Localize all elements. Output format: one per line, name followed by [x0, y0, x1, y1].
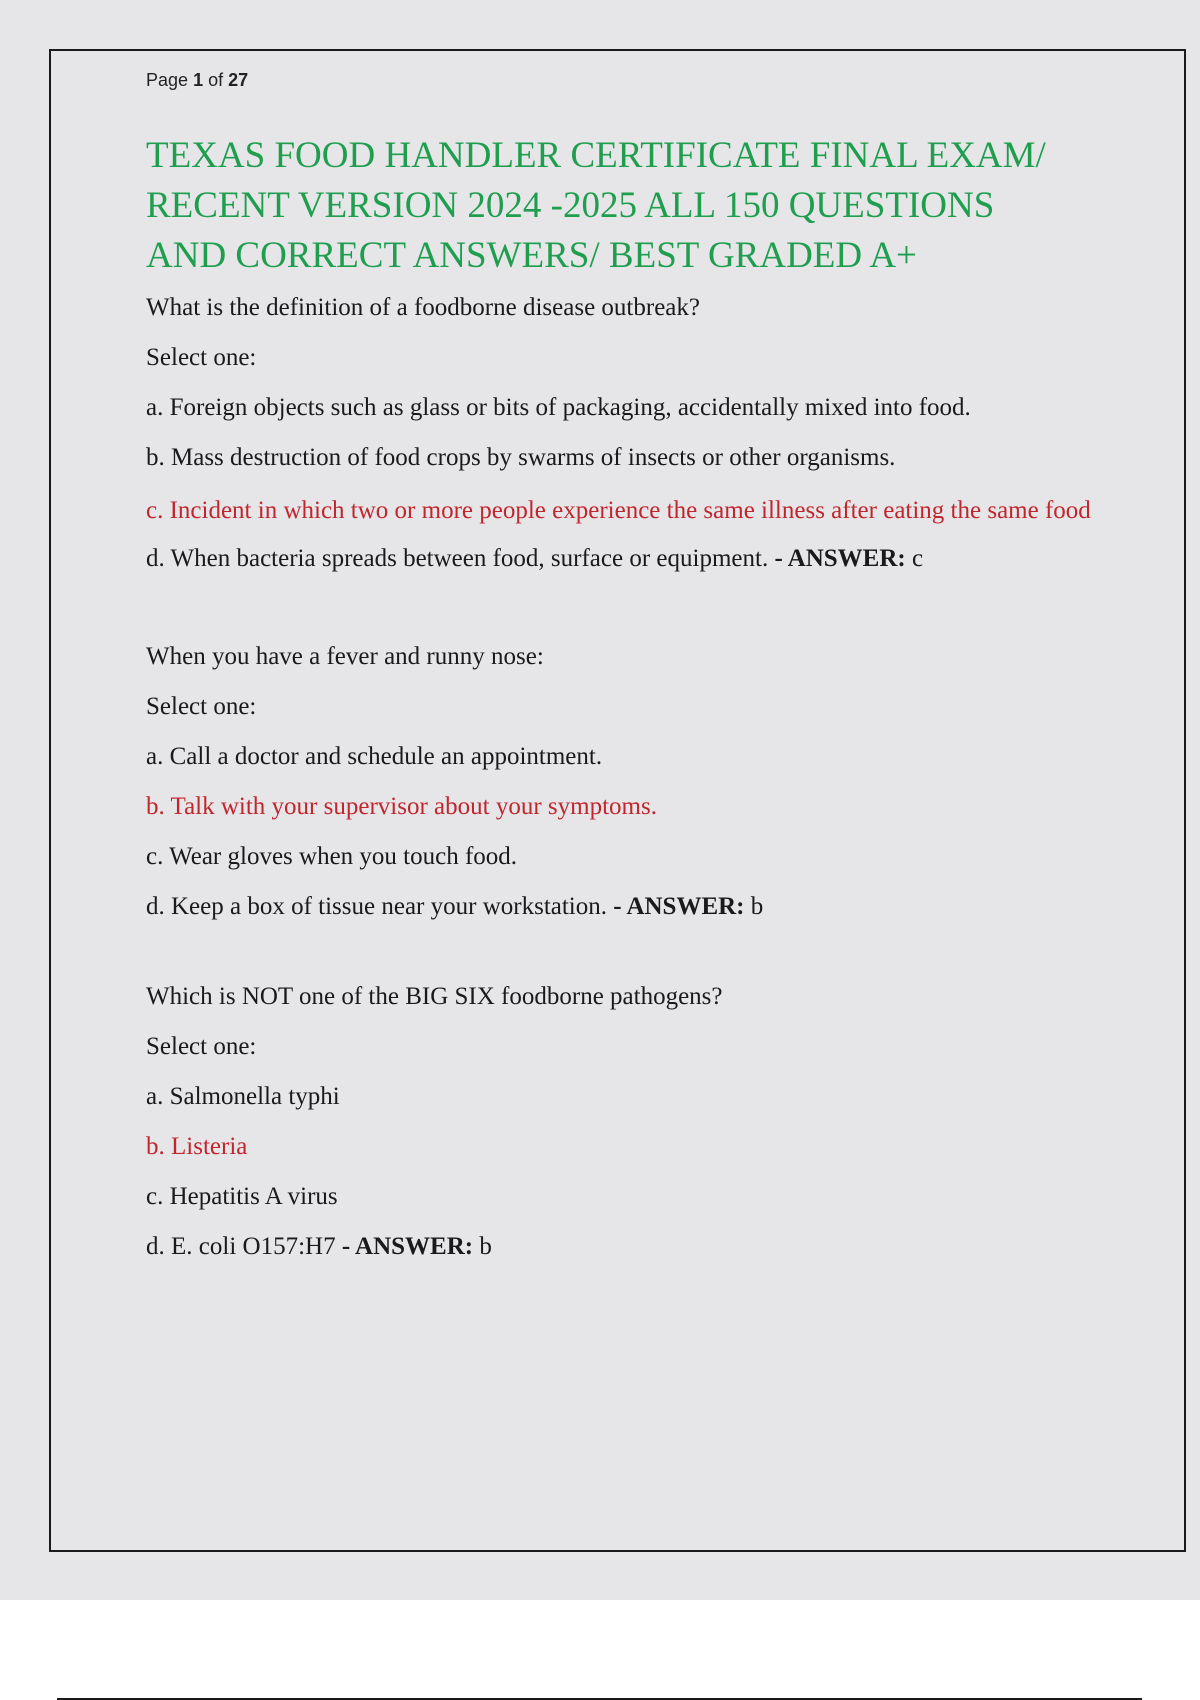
answer-label: - ANSWER:: [613, 893, 745, 920]
select-prompt: Select one:: [146, 693, 257, 720]
option-d: d. When bacteria spreads between food, surface or equipment.: [146, 545, 769, 572]
answer-value: b: [479, 1233, 492, 1260]
option-c: c. Hepatitis A virus: [146, 1183, 338, 1210]
spacer: [146, 942, 1106, 982]
question-block-2: [146, 642, 1106, 922]
option-a: a. Salmonella typhi: [146, 1083, 340, 1110]
option-c: c. Wear gloves when you touch food.: [146, 843, 518, 870]
page-number: Page 1 of 27: [146, 70, 249, 90]
question-block-1: [146, 293, 1106, 574]
question-block-3: [146, 982, 1106, 1262]
question-text: Which is NOT one of the BIG SIX foodborne pathogens?: [146, 983, 723, 1010]
question-text: What is the definition of a foodborne disease outbreak?: [146, 294, 700, 321]
option-d-with-answer: [146, 892, 1106, 922]
document-title: TEXAS FOOD HANDLER CERTIFICATE FINAL EXAM/ RECENT VERSION 2024 -2025 ALL 150 QUESTIONS AND CORRECT ANSWERS/ BEST GRADED A+: [146, 135, 1046, 276]
option-c-correct: c. Incident in which two or more people experience the same illness after eating the same food: [146, 497, 1091, 524]
option-d-with-answer: [146, 1232, 1106, 1262]
document-content: [146, 70, 1106, 1282]
option-a: a. Foreign objects such as glass or bits of packaging, accidentally mixed into food.: [146, 394, 971, 421]
option-a: a. Call a doctor and schedule an appointment.: [146, 743, 603, 770]
answer-label: - ANSWER:: [341, 1233, 474, 1260]
option-d: d. E. coli O157:H7: [146, 1233, 336, 1260]
spacer: [146, 594, 1106, 642]
answer-label: - ANSWER:: [774, 545, 906, 572]
select-prompt: Select one:: [146, 344, 257, 371]
option-b-correct: b. Talk with your supervisor about your symptoms.: [146, 793, 657, 820]
option-b: b. Mass destruction of food crops by swarms of insects or other organisms.: [146, 444, 896, 471]
answer-value: b: [750, 893, 764, 920]
option-b-correct: b. Listeria: [146, 1133, 248, 1160]
answer-value: c: [911, 545, 924, 572]
question-text: When you have a fever and runny nose:: [146, 643, 544, 670]
option-d-with-answer: [146, 544, 1106, 574]
select-prompt: Select one:: [146, 1033, 257, 1060]
option-d: d. Keep a box of tissue near your workstation.: [146, 893, 607, 920]
